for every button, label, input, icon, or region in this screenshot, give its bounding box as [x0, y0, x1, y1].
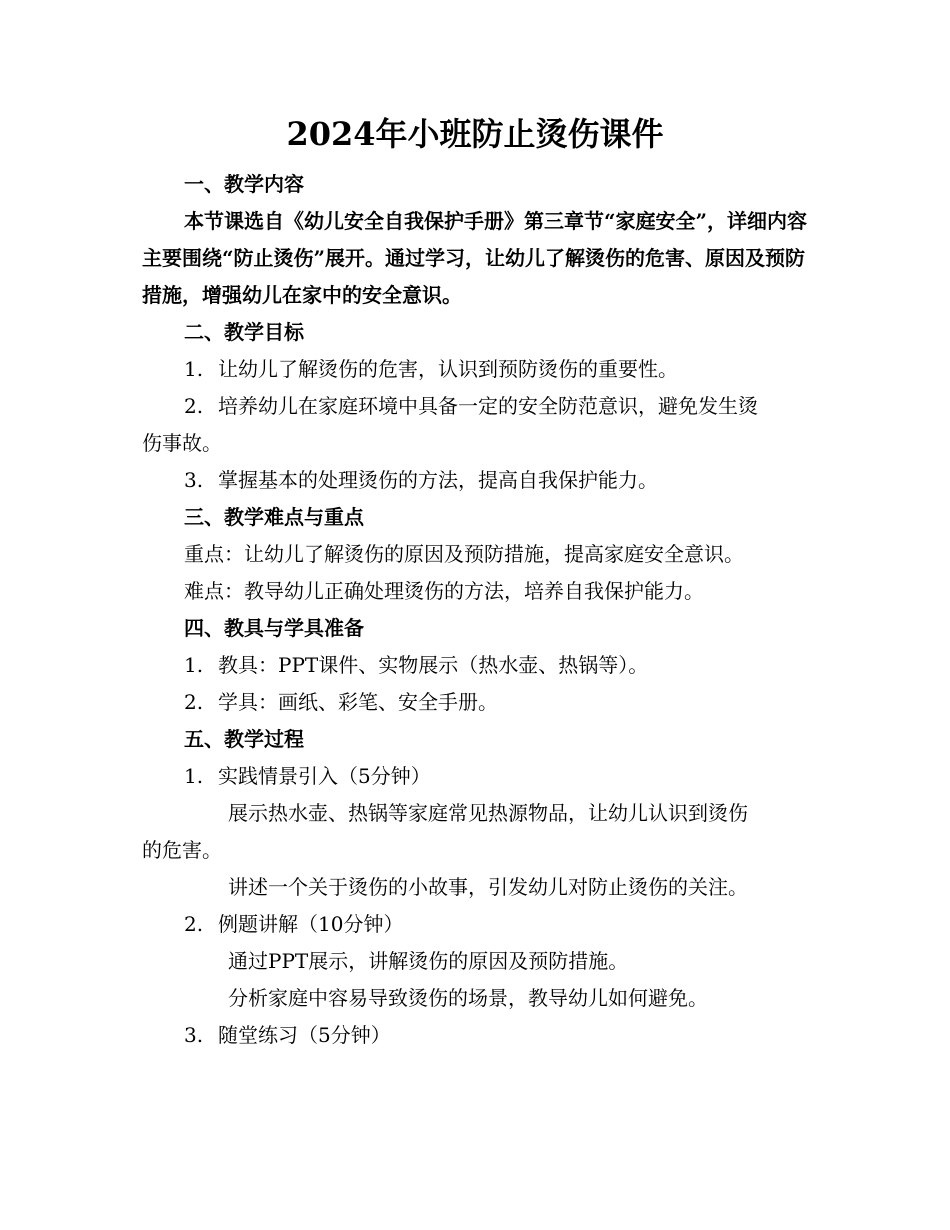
document-body — [142, 166, 807, 1054]
step-detail: 分析家庭中容易导致烫伤的场景，教导幼儿如何避免。 — [228, 986, 708, 1010]
step-number: 3. — [184, 1023, 204, 1047]
section-paragraph-content: 本节课选自《幼儿安全自我保护手册》第三章节“家庭安全”，详细内容主要围绕“防止烫伤”展开。通过学习，让幼儿了解烫伤的危害、原因及预防措施，增强幼儿在家中的安全意识。 — [142, 209, 808, 307]
step-number: 1. — [184, 764, 204, 788]
list-item-number: 1. — [184, 357, 204, 381]
process-step — [142, 758, 807, 795]
list-item — [142, 462, 807, 499]
list-item-number: 3. — [184, 468, 204, 492]
section-heading-process: 五、教学过程 — [184, 727, 304, 751]
key-point-line: 重点：让幼儿了解烫伤的原因及预防措施，提高家庭安全意识。 — [184, 542, 744, 566]
section-heading-materials: 四、教具与学具准备 — [184, 616, 364, 640]
section-heading-key-points: 三、教学难点与重点 — [184, 505, 364, 529]
list-item-number: 2. — [184, 690, 204, 714]
step-detail-continuation: 的危害。 — [142, 838, 222, 862]
process-step — [142, 1017, 807, 1054]
step-number: 2. — [184, 912, 204, 936]
list-item — [142, 388, 807, 425]
section-heading-content: 一、教学内容 — [184, 172, 304, 196]
step-title: 例题讲解（10分钟） — [218, 912, 404, 936]
section-heading-objectives: 二、教学目标 — [184, 320, 304, 344]
list-item-text: 掌握基本的处理烫伤的方法，提高自我保护能力。 — [218, 468, 658, 492]
list-item — [142, 351, 807, 388]
list-item — [142, 684, 807, 721]
list-item-text: 让幼儿了解烫伤的危害，认识到预防烫伤的重要性。 — [218, 357, 678, 381]
step-detail: 讲述一个关于烫伤的小故事，引发幼儿对防止烫伤的关注。 — [228, 875, 748, 899]
list-item-number: 1. — [184, 653, 204, 677]
list-item — [142, 647, 807, 684]
page-title: 2024年小班防止烫伤课件 — [286, 115, 664, 153]
step-detail: 通过PPT展示，讲解烫伤的原因及预防措施。 — [228, 949, 629, 973]
list-item-text: 学具：画纸、彩笔、安全手册。 — [218, 690, 498, 714]
list-item-text: 培养幼儿在家庭环境中具备一定的安全防范意识，避免发生烫 — [218, 394, 758, 418]
step-detail: 展示热水壶、热锅等家庭常见热源物品，让幼儿认识到烫伤 — [228, 801, 748, 825]
list-item-text: 教具：PPT课件、实物展示（热水壶、热锅等）。 — [218, 653, 649, 677]
step-title: 随堂练习（5分钟） — [218, 1023, 391, 1047]
list-item-continuation: 伤事故。 — [142, 431, 222, 455]
process-step — [142, 906, 807, 943]
list-item-number: 2. — [184, 394, 204, 418]
difficulty-line: 难点：教导幼儿正确处理烫伤的方法，培养自我保护能力。 — [184, 579, 704, 603]
step-title: 实践情景引入（5分钟） — [218, 764, 431, 788]
